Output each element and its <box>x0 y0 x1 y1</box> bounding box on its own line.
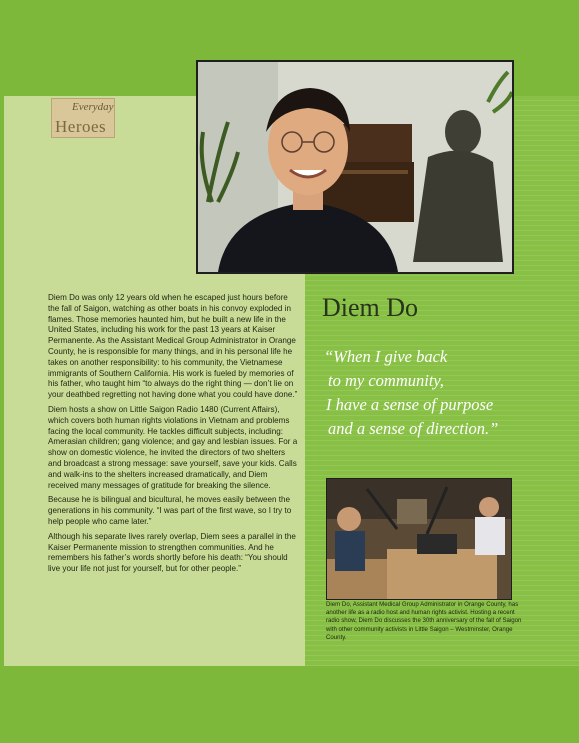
radio-studio-photo <box>326 478 512 600</box>
logo-line2: Heroes <box>55 117 107 136</box>
pull-quote <box>324 345 564 441</box>
paragraph-1: Diem Do was only 12 years old when he escaped just hours before the fall of Saigon, watching as other boats in his convoy exploded in flames. Those memories haunted him, but he built a new life in the United States, including his work for the past 13 years at Kaiser Permanente. As the Assistant Medical Group Administrator in Orange County, he is responsible for many things, and in his personal life he takes on another responsibility: to his community, the Vietnamese immigrants of Southern California. His work is fueled by memories of his father, who taught him “to always do the right thing — don’t lie on your deathbed regretting not having done what you could have done.” <box>48 293 298 400</box>
paragraph-4: Although his separate lives rarely overlap, Diem sees a parallel in the Kaiser Permanente mission to strengthen communities. And he remembers his father’s words shortly before his death: “You should live your life not just for yourself, but for other people.” <box>48 531 296 574</box>
quote-line-3: I have a sense of purpose <box>326 395 494 414</box>
logo-line1: Everyday <box>72 101 114 113</box>
hero-name: Diem Do <box>322 293 419 322</box>
quote-line-4: and a sense of direction.” <box>328 419 499 438</box>
paragraph-2: Diem hosts a show on Little Saigon Radio 1480 (Current Affairs), which covers both human rights violations in Vietnam and problems facing the local community. He tackles difficult subjects, including: Amerasian children; gang violence; and gay and lesbian issues. For a show on domestic violence, he invited the directors of two shelters and broadcast a strong message: save yourself, save your kids. Calls and walk-ins to the shelters increased dramatically, and Diem received many messages of gratitude for breaking the silence. <box>48 404 298 490</box>
article-body <box>48 293 300 579</box>
everyday-heroes-logo <box>51 98 115 138</box>
photo-caption: Diem Do, Assistant Medical Group Administrator in Orange County, has another life as a radio host and human rights activist. Hosting a recent radio show, Diem Do discusses the 30th anniversary of the fall of Saigon with other community activists in Little Saigon – Westminster, Orange County. <box>326 601 522 641</box>
quote-line-1: “When I give back <box>324 347 448 366</box>
paragraph-3: Because he is bilingual and bicultural, he moves easily between the generations in his community. “I was part of the first wave, so I try to help people who came later.” <box>48 495 292 526</box>
portrait-photo <box>196 60 514 274</box>
quote-line-2: to my community, <box>328 371 444 390</box>
